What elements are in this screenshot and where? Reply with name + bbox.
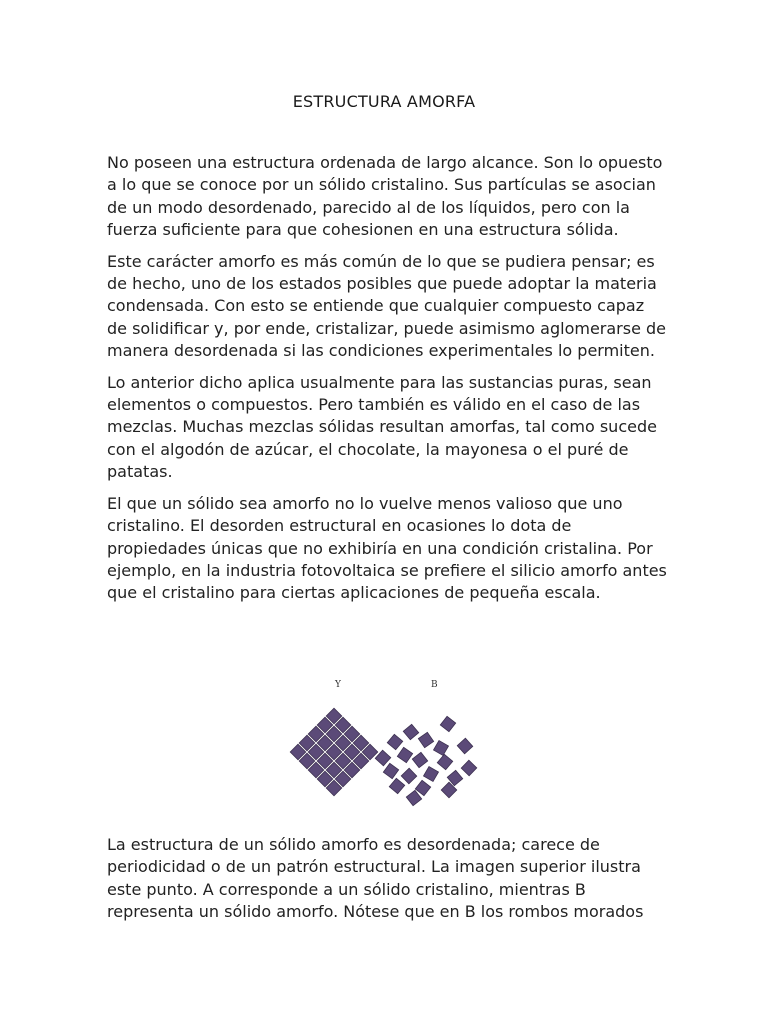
body-text xyxy=(107,152,667,614)
amorphous-diamond xyxy=(437,754,452,769)
page-title: ESTRUCTURA AMORFA xyxy=(292,92,476,111)
amorphous-diamond xyxy=(433,740,448,755)
amorphous-diamond xyxy=(403,724,418,739)
amorphous-diamond xyxy=(383,763,398,778)
amorphous-diamond xyxy=(457,738,473,754)
figure-label-a: Y xyxy=(335,680,341,690)
paragraph-4: El que un sólido sea amorfo no lo vuelve menos valioso que uno cristalino. El desorden estructural en ocasiones lo dota de propiedades únicas que no exhibiría en una condición cristalina. Por ejemplo, en la industria fotovoltaica se prefiere el silicio amorfo antes que el cristalino para ciertas aplicaciones de pequeña escala. xyxy=(107,493,667,603)
diamond-lattice-illustration xyxy=(285,680,485,810)
amorphous-diamond xyxy=(418,732,433,747)
structure-figure xyxy=(285,680,485,810)
amorphous-diamond xyxy=(461,760,477,776)
amorphous-diamond xyxy=(401,768,417,784)
amorphous-diamond xyxy=(412,752,427,767)
amorphous-diamond xyxy=(387,734,402,749)
amorphous-diamond xyxy=(440,716,455,731)
amorphous-diamond xyxy=(397,747,412,762)
figure-label-b: B xyxy=(431,680,438,690)
closing-text xyxy=(107,834,667,933)
paragraph-2: Este carácter amorfo es más común de lo que se pudiera pensar; es de hecho, uno de los estados posibles que puede adoptar la materia condensada. Con esto se entiende que cualquier compuesto capaz de solidificar y, por ende, cristalizar, puede asimismo aglomerarse de manera desordenada si las condiciones experimentales lo permiten. xyxy=(107,251,667,361)
paragraph-5: La estructura de un sólido amorfo es desordenada; carece de periodicidad o de un patrón estructural. La imagen superior ilustra este punto. A corresponde a un sólido cristalino, mientras B representa un sólido amorfo. Nótese que en B los rombos morados xyxy=(107,835,644,922)
paragraph-3: Lo anterior dicho aplica usualmente para las sustancias puras, sean elementos o compuestos. Pero también es válido en el caso de las mezclas. Muchas mezclas sólidas resultan amorfas, tal como sucede con el algodón de azúcar, el chocolate, la mayonesa o el puré de patatas. xyxy=(107,372,657,482)
paragraph-1: No poseen una estructura ordenada de largo alcance. Son lo opuesto a lo que se conoce por un sólido cristalino. Sus partículas se asocian de un modo desordenado, parecido al de los líquidos, pero con la fuerza suficiente para que cohesionen en una estructura sólida. xyxy=(107,153,663,240)
amorphous-diamond xyxy=(389,778,404,793)
amorphous-diamond xyxy=(423,766,438,781)
